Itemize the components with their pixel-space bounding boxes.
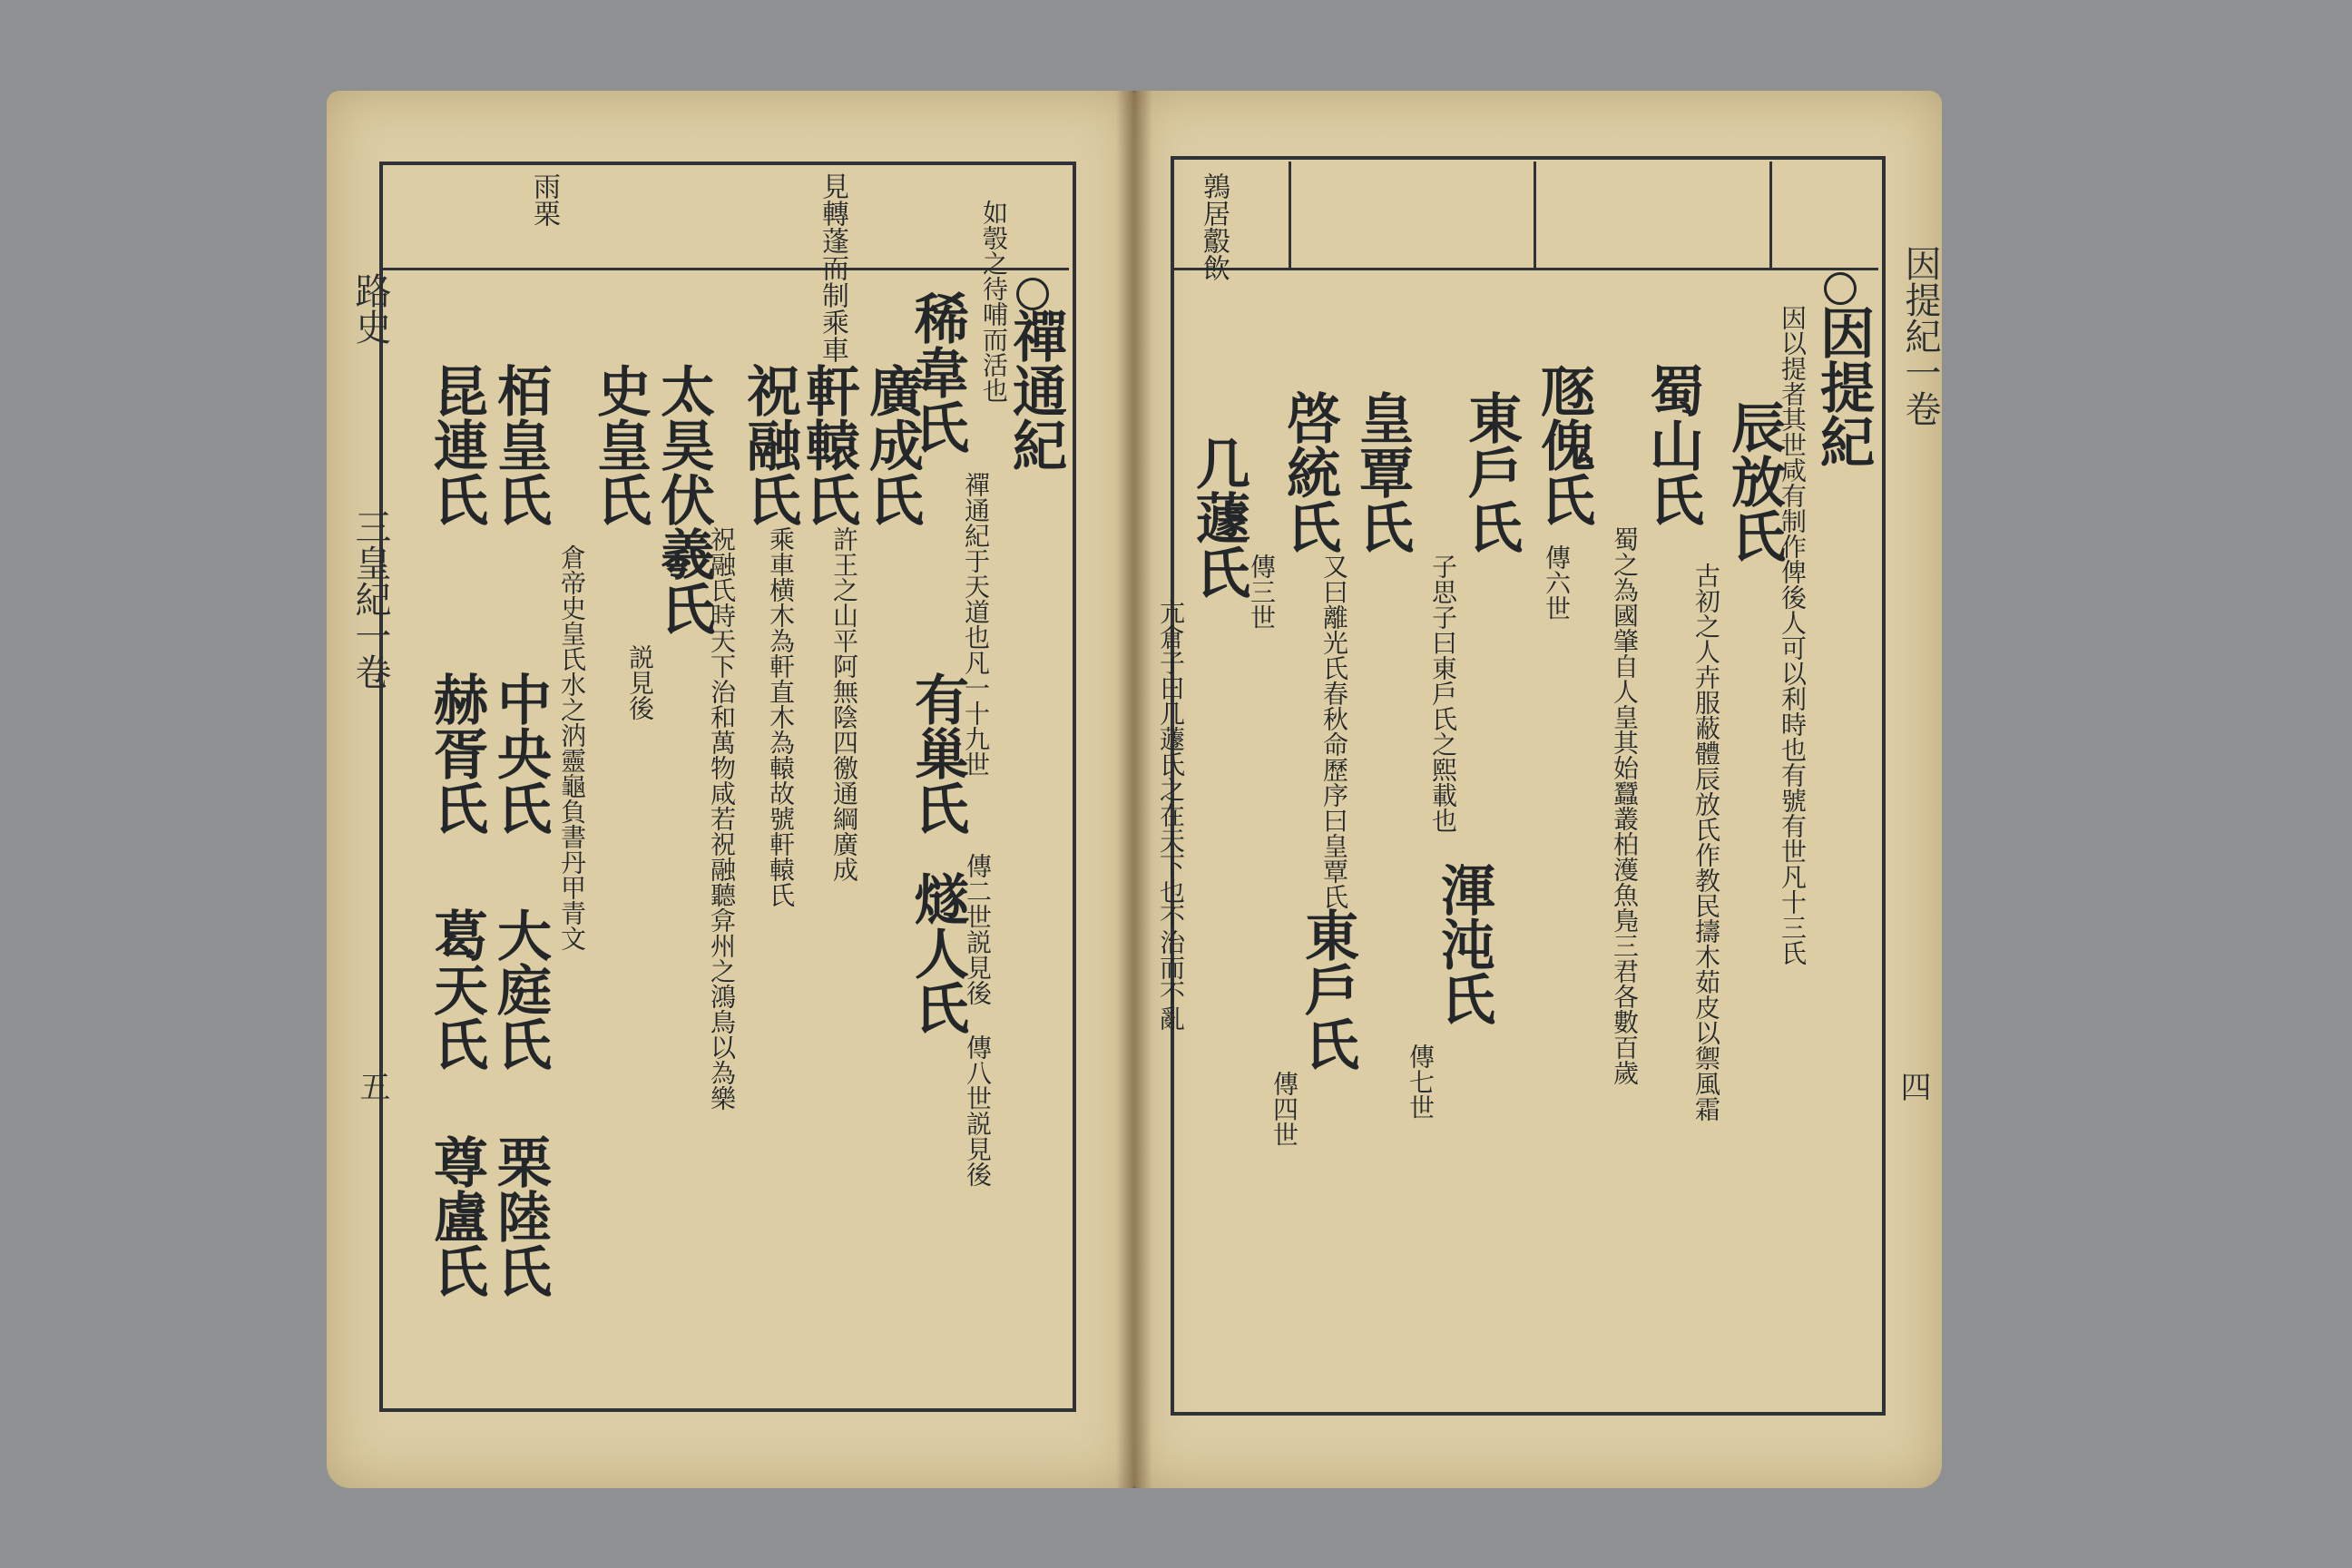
- left-header-note-1: 雨栗: [528, 172, 560, 227]
- right-entry-6: 几蘧氏: [1187, 436, 1250, 599]
- right-entry-5: 啓統氏: [1278, 390, 1341, 554]
- open-book: [327, 91, 1942, 1488]
- right-main-title: 因提紀: [1811, 305, 1875, 468]
- left-margin-title: 三皇紀一卷: [349, 508, 391, 690]
- right-folio: 四: [1895, 1071, 1931, 1102]
- left-entry-note-4: 説見後: [625, 644, 655, 720]
- left-page: [327, 91, 1134, 1488]
- left-entry-10: 昆連氏: [425, 363, 488, 526]
- suiren-label: 燧人氏: [906, 871, 969, 1034]
- right-entry-8: 東戶氏: [1296, 907, 1359, 1071]
- circle-marker-icon: [1824, 272, 1857, 305]
- left-main-note: 禪通紀于天道也凡一十九世: [961, 472, 991, 777]
- right-margin-title: 因提紀一卷: [1899, 245, 1941, 426]
- right-entry-note-1: 蜀之為國肇自人皇其始蠶叢柏濩魚鳬三君各數百歲: [1610, 526, 1640, 1085]
- circle-marker-icon: [1016, 278, 1049, 310]
- left-entry-6: 栢皇氏: [488, 363, 552, 526]
- right-page: [1134, 91, 1942, 1488]
- right-entry-note-5: 傳三世: [1247, 554, 1277, 630]
- right-header-rule: [1174, 268, 1878, 270]
- right-entry-note-4: 又曰離光氏春秋命歷序曰皇覃氏: [1319, 554, 1349, 909]
- left-entry-3: 祝融氏: [738, 363, 801, 526]
- left-entry-13: 尊盧氏: [425, 1134, 488, 1298]
- left-entry-1: 廣成氏: [860, 363, 924, 526]
- right-entry-note-2: 傳六世: [1542, 544, 1572, 621]
- left-margin-prefix: 路史: [349, 272, 391, 345]
- chao-note: 傳二世説見後: [963, 853, 993, 1005]
- right-entry-3: 東戶氏: [1459, 390, 1523, 554]
- left-entry-note-2: 乘車横木為軒直木為轅故號軒轅氏: [766, 526, 796, 907]
- right-entry-2: 豗傀氏: [1532, 363, 1595, 526]
- left-entry-note-0: 如彀之待哺而活也: [979, 200, 1009, 403]
- right-entry-1: 蜀山氏: [1641, 363, 1704, 526]
- left-entry-note-5: 倉帝史皇氏水之汭靈龜負書丹甲青文: [557, 544, 587, 951]
- left-entry-11: 赫胥氏: [425, 671, 488, 835]
- right-entry-note-0: 古初之人卉服蔽體辰放氏作教民擣木茹皮以禦風霜: [1691, 563, 1721, 1122]
- left-main-title: 禪通紀: [1004, 309, 1067, 472]
- left-entry-7: 中央氏: [488, 671, 552, 835]
- left-entry-5: 史皇氏: [588, 363, 652, 526]
- right-header-cell-2: [1534, 162, 1536, 268]
- right-header-cell-3: [1769, 162, 1772, 268]
- right-entry-7: 渾沌氏: [1432, 862, 1495, 1025]
- right-entry-note-3: 子思子曰東戶氏之熙載也: [1428, 554, 1458, 833]
- left-entry-note-1: 許王之山平阿無陰四徼通綱廣成: [829, 526, 859, 882]
- right-entry-note-8: 傳四世: [1269, 1071, 1299, 1147]
- right-header-cell-1: [1289, 162, 1291, 268]
- left-header-rule: [383, 268, 1069, 270]
- right-header-note-1: 鶉居鷇飲: [1198, 172, 1230, 281]
- left-entry-9: 栗陸氏: [488, 1134, 552, 1298]
- left-entry-note-3: 祝融氏時天下治和萬物咸若祝融聽弇州之鴻鳥以為樂: [707, 526, 737, 1111]
- left-entry-4: 太昊伏羲氏: [652, 363, 715, 635]
- right-main-note: 因以提者其世咸有制作俾後人可以利時也有號有世凡十三氏: [1778, 305, 1808, 965]
- right-entry-note-6: 亢倉子曰几蘧氏之在天下也不治而不亂: [1156, 599, 1186, 1031]
- book-gutter: [1116, 91, 1152, 1488]
- chao-label: 有巢氏: [906, 671, 969, 835]
- right-entry-0: 辰放氏: [1722, 399, 1786, 563]
- suiren-note: 傳八世説見後: [963, 1034, 993, 1187]
- left-header-note-2: 見轉蓬而制乘車: [817, 172, 848, 363]
- left-entry-8: 大庭氏: [488, 907, 552, 1071]
- left-entry-12: 葛天氏: [425, 907, 488, 1071]
- right-entry-4: 皇覃氏: [1350, 390, 1414, 554]
- left-folio: 五: [354, 1071, 390, 1102]
- left-entry-2: 軒轅氏: [797, 363, 860, 526]
- left-entry-0: 稀韋氏: [906, 290, 969, 454]
- right-entry-note-7: 傳七世: [1406, 1044, 1436, 1120]
